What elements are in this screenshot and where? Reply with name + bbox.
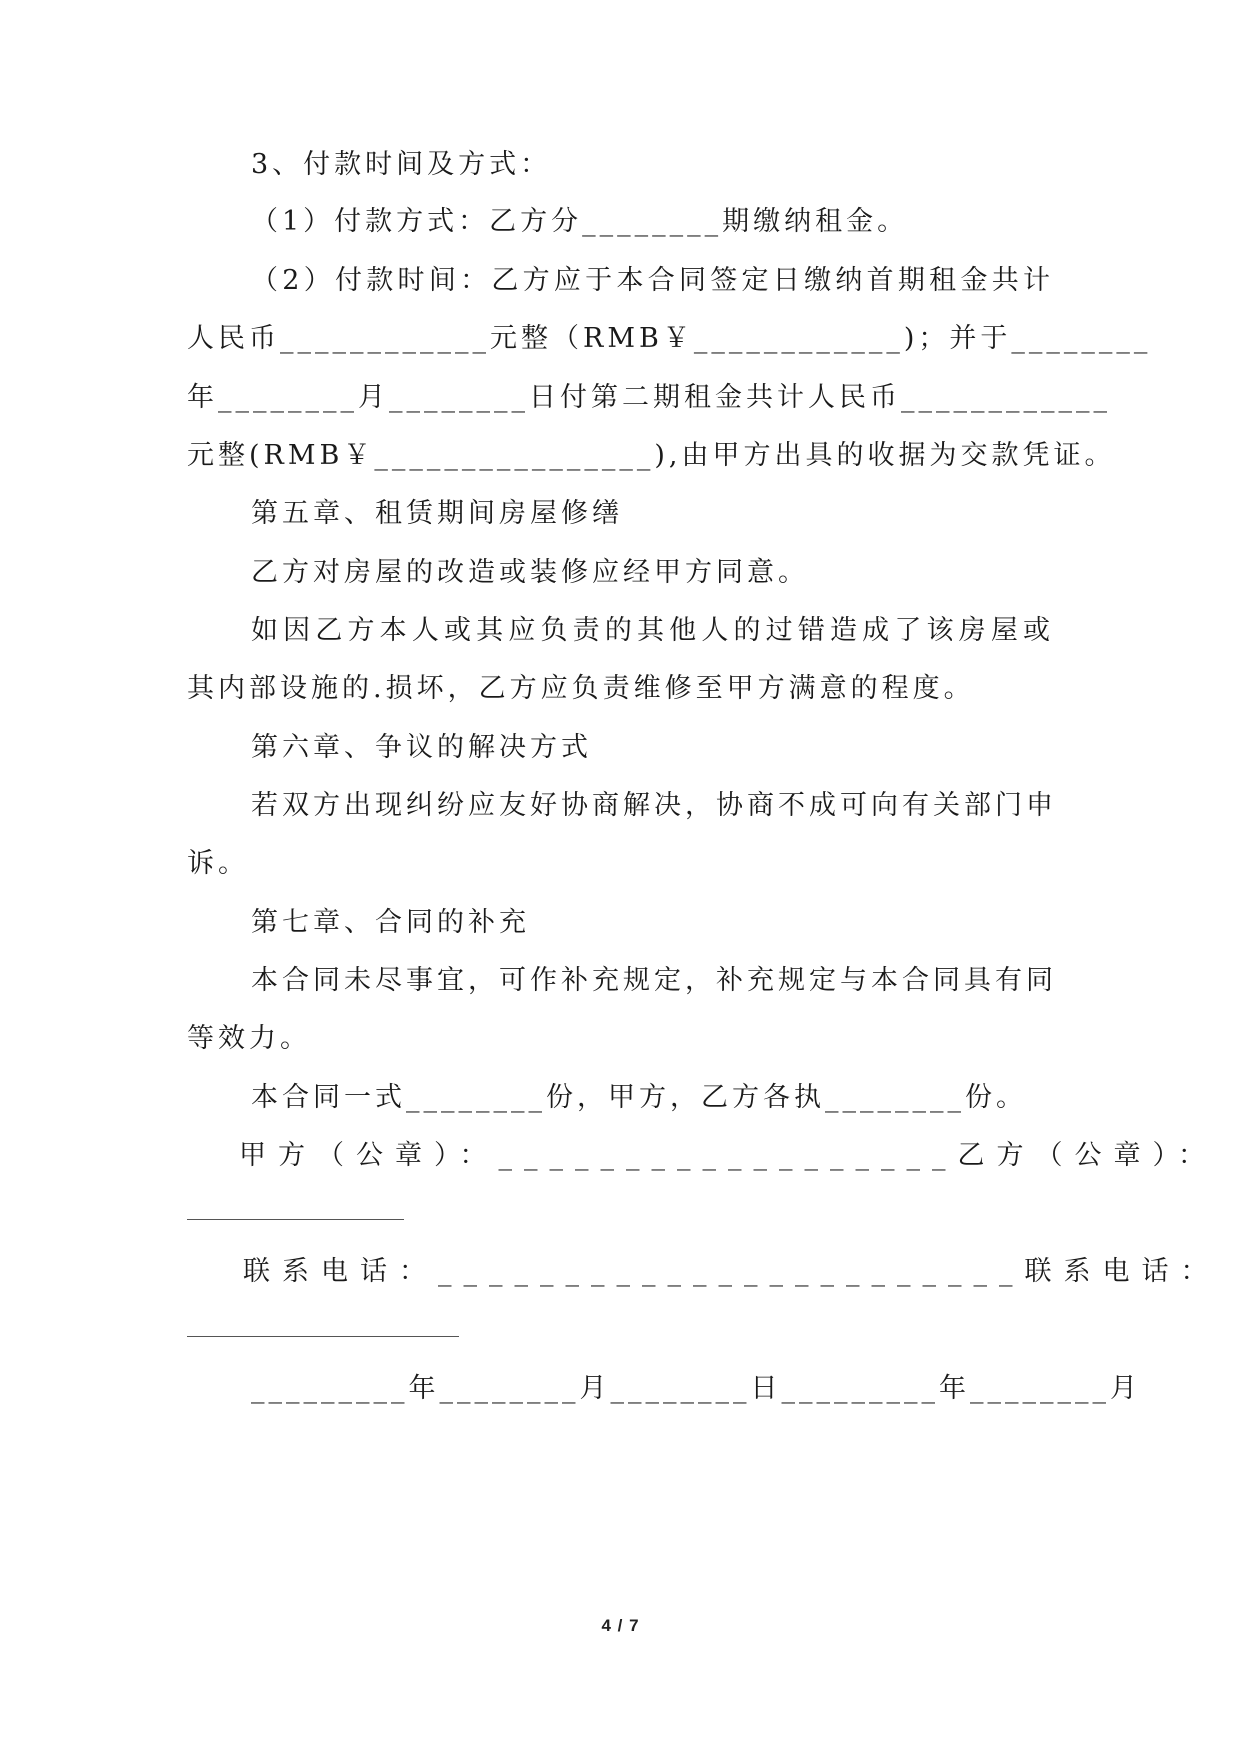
payment-time-clause-cont-2: 年________月________日付第二期租金共计人民币____________ [187,382,1111,413]
payment-time-clause-cont-3: 元整(RMB￥________________),由甲方出具的收据为交款凭证。 [187,440,1116,471]
seal-line: 甲方（公章）：__________________乙方（公章）： [239,1140,1217,1171]
copies-clause: 本合同一式________份，甲方，乙方各执________份。 [251,1082,1027,1113]
dispute-clause: 若双方出现纠纷应友好协商解决，协商不成可向有关部门申 [251,790,1057,821]
supplement-clause-cont: 等效力。 [187,1023,311,1054]
seal-signature-rule [187,1219,404,1220]
payment-time-clause: （2）付款时间：乙方应于本合同签定日缴纳首期租金共计 [251,265,1054,296]
payment-method-clause: （1）付款方式：乙方分________期缴纳租金。 [251,206,909,237]
damage-repair-clause-cont: 其内部设施的.损坏，乙方应负责维修至甲方满意的程度。 [187,673,975,704]
renovation-consent-clause: 乙方对房屋的改造或装修应经甲方同意。 [251,557,809,588]
phone-signature-rule [187,1336,459,1337]
chapter-six-heading: 第六章、争议的解决方式 [251,732,592,763]
dispute-clause-cont: 诉。 [187,848,249,879]
damage-repair-clause: 如因乙方本人或其应负责的其他人的过错造成了该房屋或 [251,615,1054,646]
section-payment-heading: 3、付款时间及方式： [251,149,552,180]
phone-line: 联系电话：_______________________联系电话： [243,1256,1220,1287]
chapter-seven-heading: 第七章、合同的补充 [251,907,530,938]
payment-time-clause-cont-1: 人民币____________元整（RMB￥____________)；并于________ [187,323,1152,354]
chapter-five-heading: 第五章、租赁期间房屋修缮 [251,498,623,529]
page-number: 4 / 7 [601,1616,640,1635]
date-line: _________年________月________日_________年________月 [251,1373,1141,1404]
supplement-clause: 本合同未尽事宜，可作补充规定，补充规定与本合同具有同 [251,965,1057,996]
